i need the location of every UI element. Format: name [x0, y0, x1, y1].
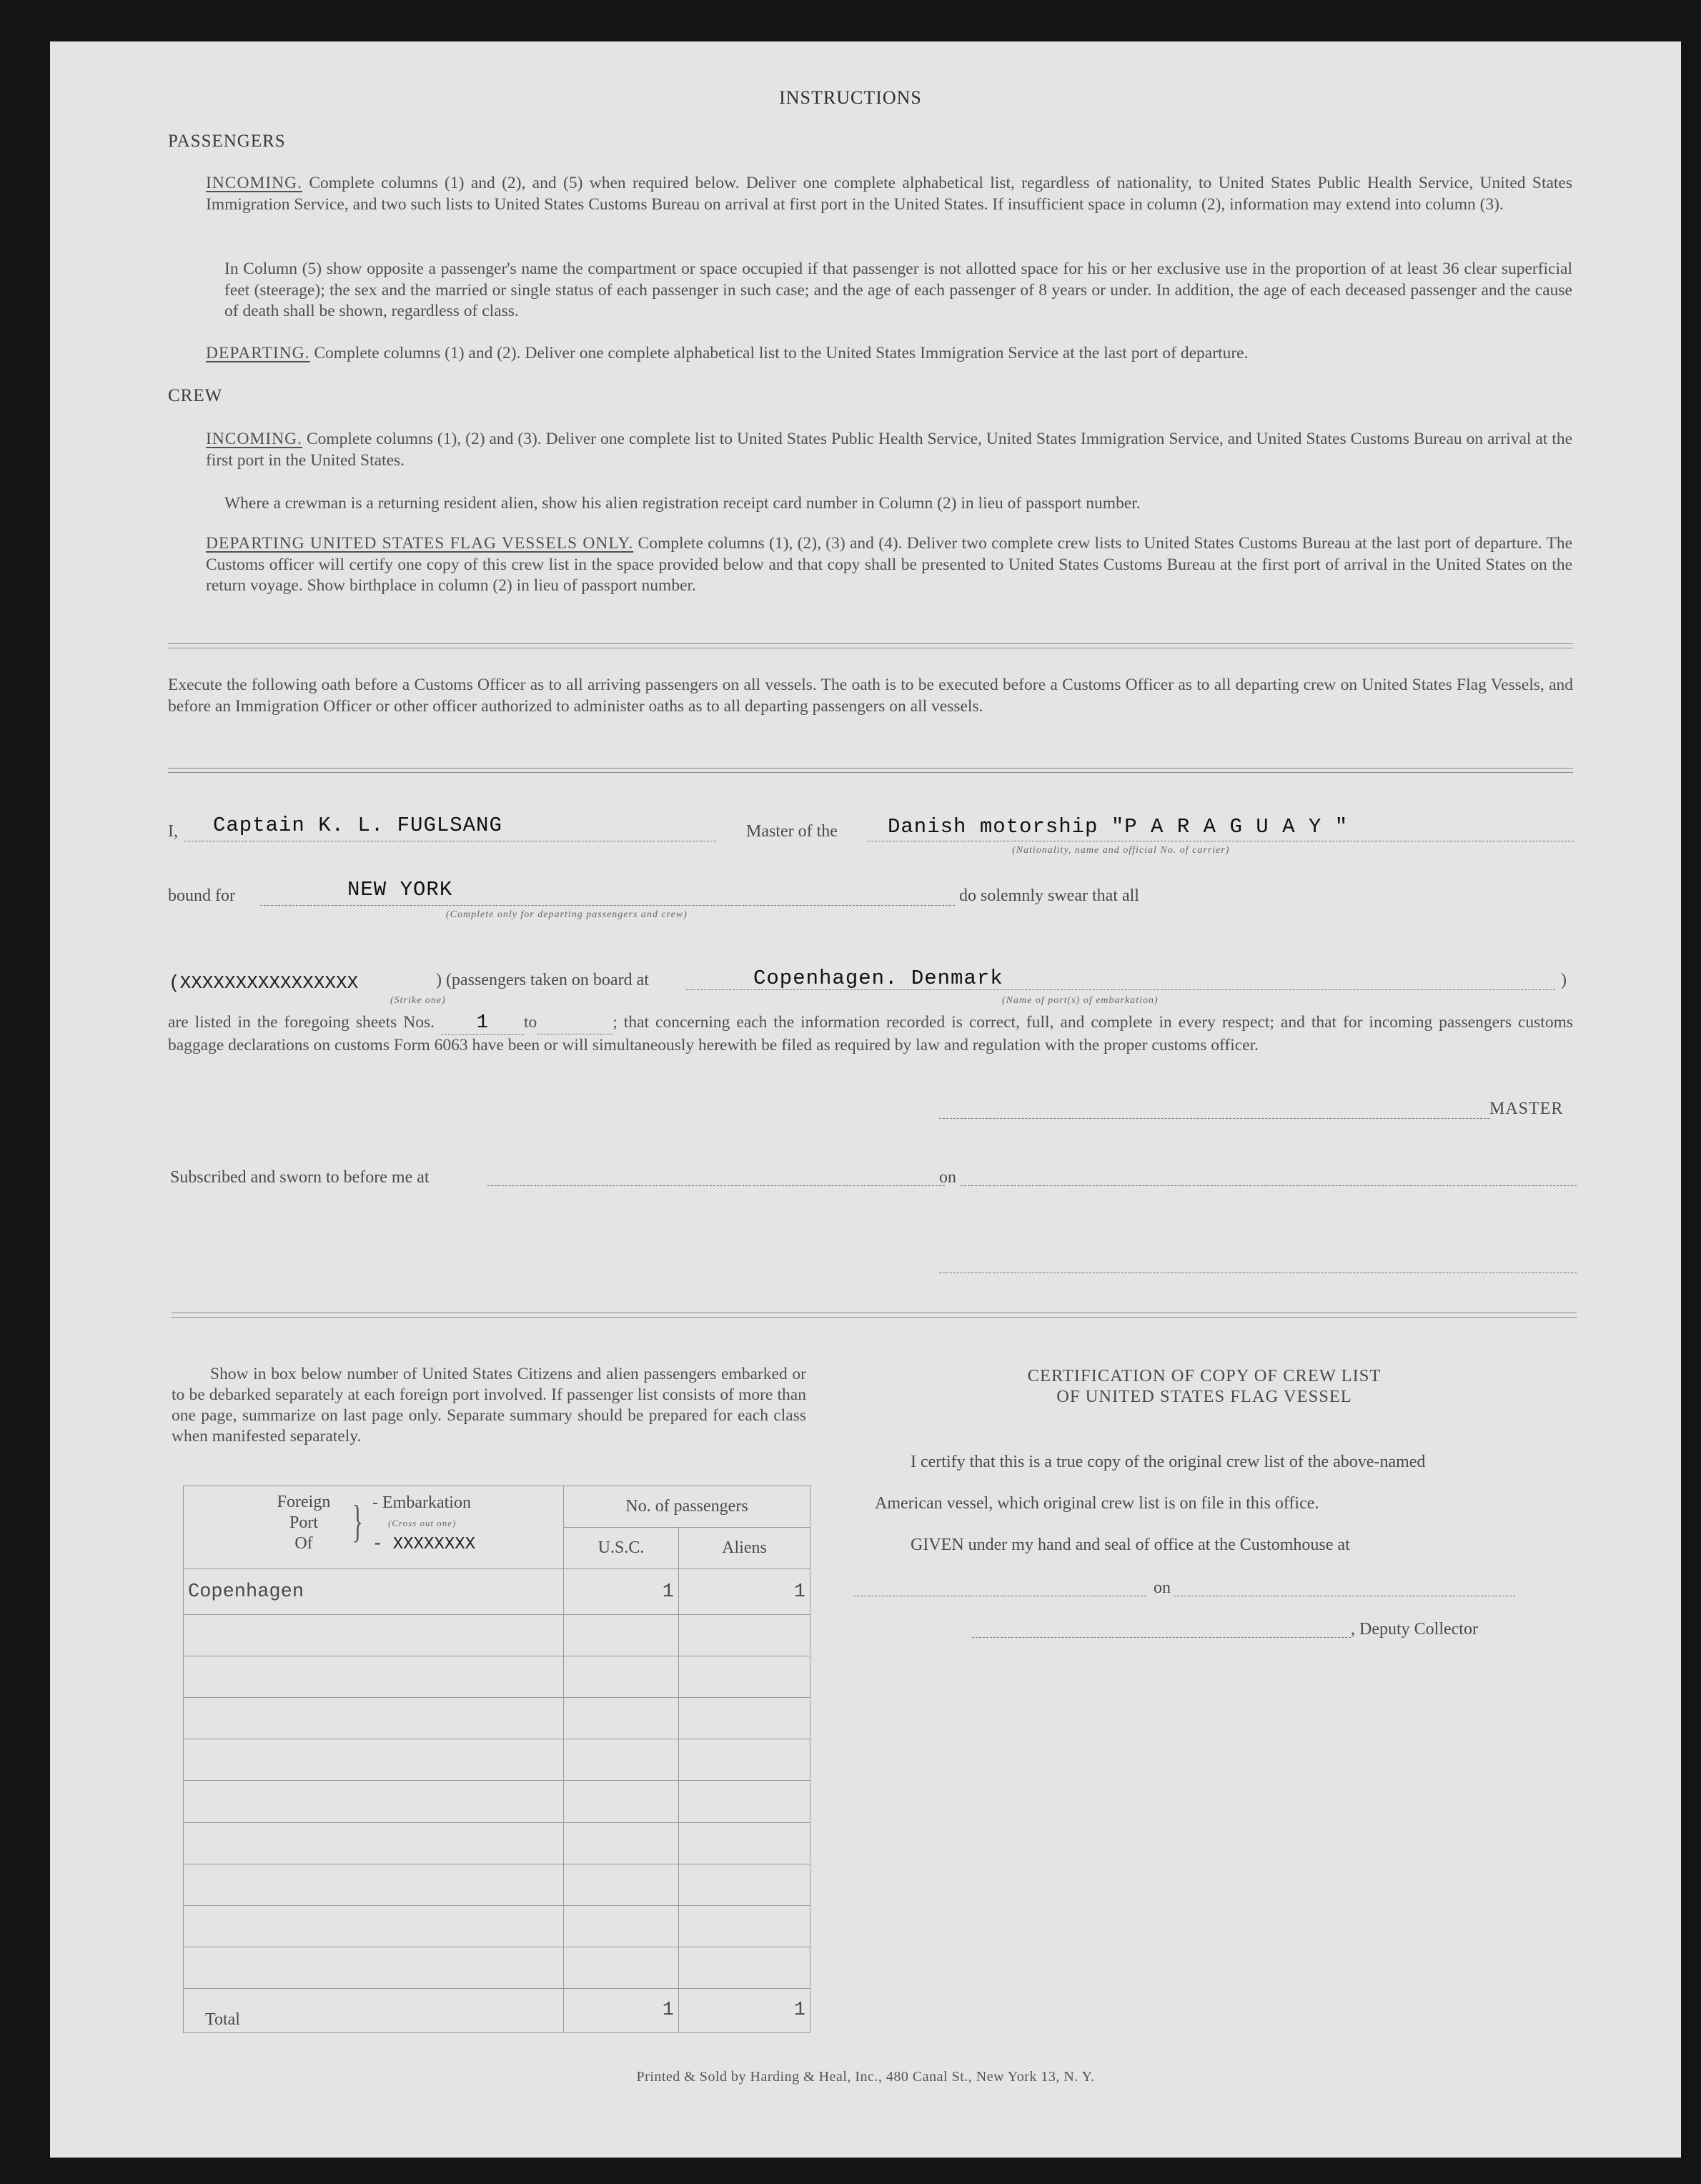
row-aliens: 1	[679, 1569, 810, 1615]
sworn-date-line	[961, 1185, 1577, 1186]
foreign-word: Foreign	[277, 1493, 331, 1511]
row-port	[184, 1864, 564, 1905]
oath-intro: Execute the following oath before a Customs Officer as to all arriving passengers on all vessels. The oath is to be executed before a Customs Officer as to all departing crew on United States Flag Vessels, and before an Immigration Officer or other officer authorized to administer oaths as to all departing passengers on all vessels.	[168, 676, 1573, 716]
vessel-caption: (Nationality, name and official No. of carrier)	[1012, 845, 1230, 856]
row-usc	[564, 1905, 679, 1947]
foreign-port-header-stack	[268, 1492, 339, 1554]
cross-out-caption: (Cross out one)	[388, 1518, 457, 1528]
passenger-summary-table	[183, 1486, 810, 2033]
row-aliens	[679, 1781, 810, 1822]
master-of-label: Master of the	[746, 822, 838, 841]
strike-one-caption: (Strike one)	[390, 995, 446, 1006]
sworn-on-label: on	[939, 1168, 956, 1187]
passengers-departing-paragraph	[206, 343, 1572, 365]
row-usc: 1	[564, 1569, 679, 1615]
row-port	[184, 1739, 564, 1781]
bound-for-caption: (Complete only for departing passengers and crew)	[446, 909, 688, 920]
crew-incoming-paragraph	[206, 429, 1572, 471]
sheet-to-field	[537, 1012, 613, 1034]
row-port	[184, 1698, 564, 1739]
passengers-taken-label: ) (passengers taken on board at	[436, 971, 649, 989]
subscribed-label: Subscribed and sworn to before me at	[170, 1168, 430, 1187]
crew-returning-paragraph: Where a crewman is a returning resident alien, show his alien registration receipt card number in Column (2) in lieu of passport number.	[224, 494, 1141, 513]
row-port	[184, 1781, 564, 1822]
bound-for-destination: NEW YORK	[347, 878, 453, 901]
table-row	[184, 1947, 810, 1988]
table-row	[184, 1905, 810, 1947]
bound-for-line	[260, 905, 955, 906]
crew-departing-paragraph	[206, 533, 1572, 597]
aliens-header: Aliens	[679, 1528, 810, 1569]
total-label: Total	[184, 1988, 564, 2032]
total-usc: 1	[564, 1988, 679, 2032]
passengers-incoming-paragraph	[206, 173, 1572, 215]
i-label: I,	[168, 822, 178, 841]
table-row	[184, 1781, 810, 1822]
listed-rest: ; that concerning each the information recorded is correct, full, and complete in every respect; and that for incoming passengers customs baggage declarations on customs Form 6063 have been or will simultaneously herewith be filed as required by law and regulation with the proper customs officer.	[168, 1013, 1573, 1054]
passengers-departing-text: Complete columns (1) and (2). Deliver one complete alphabetical list to the United States Immigration Service at the last port of departure.	[314, 344, 1249, 362]
foreign-port-header	[184, 1486, 564, 1569]
row-port	[184, 1615, 564, 1656]
row-aliens	[679, 1864, 810, 1905]
passengers-heading: PASSENGERS	[168, 132, 286, 151]
row-usc	[564, 1656, 679, 1698]
table-row	[184, 1822, 810, 1864]
row-port	[184, 1656, 564, 1698]
listed-label: are listed in the foregoing sheets Nos.	[168, 1013, 435, 1032]
sworn-place-line	[487, 1185, 945, 1186]
close-paren: )	[1561, 971, 1567, 989]
deputy-signature-line	[972, 1637, 1351, 1638]
sheet-from-value: 1	[476, 1012, 489, 1034]
total-row	[184, 1988, 810, 2032]
row-aliens	[679, 1698, 810, 1739]
summary-instructions: Show in box below number of United States Citizens and alien passengers embarked or to be debarked separately at each foreign port involved. If passenger list consists of more than one page, summarize on last page only. Separate summary should be prepared for each class when manifested separately.	[172, 1365, 806, 1446]
sheet-from-field	[441, 1012, 524, 1035]
row-aliens	[679, 1905, 810, 1947]
debarkation-struck: - XXXXXXXX	[372, 1535, 476, 1554]
row-usc	[564, 1698, 679, 1739]
crew-heading: CREW	[168, 386, 223, 405]
of-word: Of	[294, 1534, 313, 1553]
crew-incoming-text: Complete columns (1), (2) and (3). Deliver one complete list to United States Public Health Service, United States Immigration Service, and United States Customs Bureau on arrival at the first port in the United States.	[206, 430, 1572, 470]
row-usc	[564, 1864, 679, 1905]
certification-line-1: I certify that this is a true copy of the original crew list of the above-named	[911, 1453, 1426, 1471]
row-usc	[564, 1739, 679, 1781]
row-usc	[564, 1822, 679, 1864]
certification-title-line-1: CERTIFICATION OF COPY OF CREW LIST	[1027, 1366, 1382, 1385]
total-aliens: 1	[679, 1988, 810, 2032]
instructions-title: INSTRUCTIONS	[779, 87, 922, 108]
table-row	[184, 1739, 810, 1781]
table-row	[184, 1615, 810, 1656]
oath-divider	[168, 768, 1573, 773]
row-usc	[564, 1947, 679, 1988]
master-label: MASTER	[1489, 1100, 1564, 1118]
embarkation-header: - Embarkation	[372, 1493, 471, 1512]
printer-footer: Printed & Sold by Harding & Heal, Inc., 480 Canal St., New York 13, N. Y.	[636, 2069, 1095, 2085]
summary-divider	[172, 1313, 1577, 1318]
row-aliens	[679, 1739, 810, 1781]
certification-title	[958, 1365, 1451, 1407]
row-aliens	[679, 1822, 810, 1864]
usc-header: U.S.C.	[564, 1528, 679, 1569]
passengers-incoming-text: Complete columns (1) and (2), and (5) when required below. Deliver one complete alphabetical list, regardless of nationality, to United States Public Health Service, United States Immigration Service, and two such lists to United States Customs Bureau on arrival at first port in the United States. If insufficient space in column (2), information may extend into column (3).	[206, 174, 1573, 214]
bound-for-label: bound for	[168, 886, 235, 905]
passengers-departing-lead: DEPARTING.	[206, 344, 310, 362]
no-passengers-header: No. of passengers	[564, 1486, 810, 1528]
port-word: Port	[289, 1513, 318, 1532]
listed-paragraph	[168, 1012, 1573, 1056]
row-port	[184, 1905, 564, 1947]
crew-departing-lead: DEPARTING UNITED STATES FLAG VESSELS ONLY.	[206, 534, 634, 553]
deputy-collector-label: , Deputy Collector	[1351, 1620, 1478, 1639]
passengers-incoming-lead: INCOMING.	[206, 174, 302, 192]
row-usc	[564, 1781, 679, 1822]
master-name: Captain K. L. FUGLSANG	[213, 814, 502, 837]
certification-line-3: GIVEN under my hand and seal of office at the Customhouse at	[911, 1536, 1350, 1554]
table-row	[184, 1698, 810, 1739]
crew-departing-text: Complete columns (1), (2), (3) and (4). Deliver two complete crew lists to United States Customs Bureau at the last port of departure. The Customs officer will certify one copy of this crew list in the space provided below and that copy shall be presented to United States Customs Bureau at the first port of arrival in the United States on the return voyage. Show birthplace in column (2) in lieu of passport number.	[206, 534, 1572, 595]
vessel-name: Danish motorship "P A R A G U A Y "	[888, 815, 1349, 839]
passengers-column5-paragraph: In Column (5) show opposite a passenger's name the compartment or space occupied if that passenger is not allotted space for his or her exclusive use in the proportion of at least 36 clear superficial feet (steerage); the sex and the married or single status of each passenger in such case; and the age of each passenger of 8 years or under. In addition, the age of each deceased passenger and the cause of death shall be shown, regardless of class.	[224, 260, 1572, 320]
certification-line-2: American vessel, which original crew list is on file in this office.	[875, 1494, 1319, 1513]
crew-incoming-lead: INCOMING.	[206, 430, 302, 448]
port-caption: (Name of port(s) of embarkation)	[1002, 995, 1159, 1006]
swear-label: do solemnly swear that all	[959, 886, 1139, 905]
form-page	[50, 41, 1681, 2158]
table-row	[184, 1864, 810, 1905]
master-signature-line	[939, 1118, 1489, 1119]
table-row	[184, 1569, 810, 1615]
row-aliens	[679, 1947, 810, 1988]
summary-header-row-1	[184, 1486, 810, 1528]
row-aliens	[679, 1615, 810, 1656]
row-port	[184, 1822, 564, 1864]
section-divider	[168, 643, 1573, 648]
row-port	[184, 1947, 564, 1988]
certification-on-label: on	[1154, 1578, 1171, 1597]
brace-icon: }	[352, 1496, 364, 1546]
struck-out-text: (XXXXXXXXXXXXXXXX	[169, 972, 359, 994]
table-row	[184, 1656, 810, 1698]
row-usc	[564, 1615, 679, 1656]
row-aliens	[679, 1656, 810, 1698]
embarkation-port: Copenhagen. Denmark	[753, 967, 1003, 990]
row-port: Copenhagen	[184, 1569, 564, 1615]
certification-title-line-2: OF UNITED STATES FLAG VESSEL	[1056, 1387, 1352, 1406]
to-label: to	[524, 1013, 537, 1032]
